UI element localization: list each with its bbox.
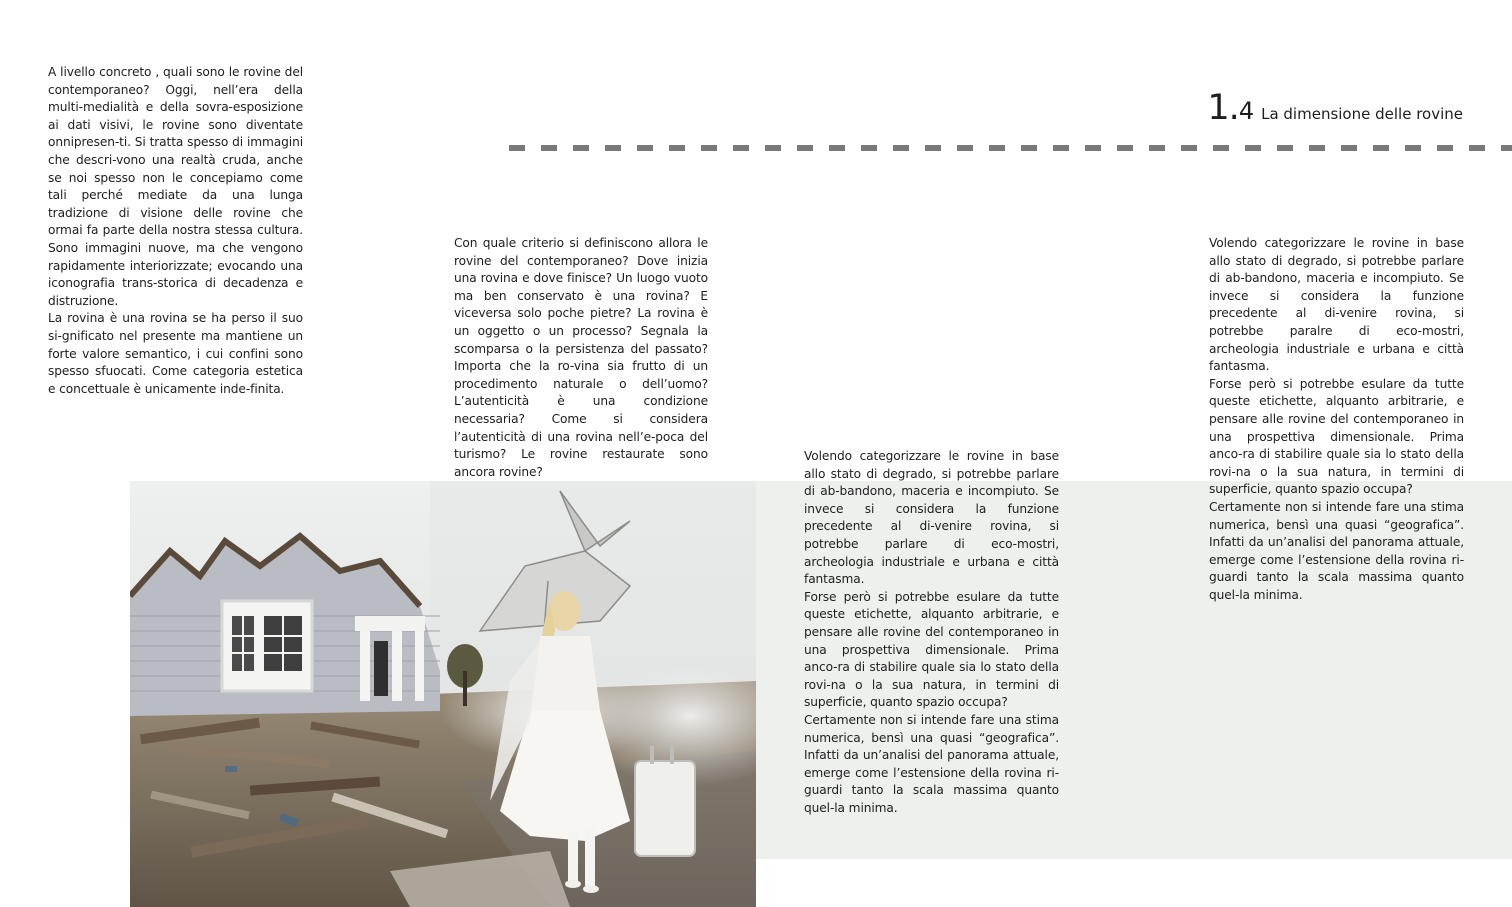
paragraph: Certamente non si intende fare una stima numerica, bensì una quasi “geografica”. Infatti da un’analisi del panorama attuale, emerge come l’estensione della rovina ri-guardi tanto la scala massima quanto quel-la minima. (804, 712, 1059, 815)
section-subnumber: 4 (1238, 97, 1255, 125)
paragraph: Forse però si potrebbe esulare da tutte queste etichette, alquanto arbitrarie, e pensare alle rovine del contemporaneo in una prospettiva dimensionale. Prima anco-ra di stabilire quale sia lo stato della rovi-na o la sua natura, in termini di superficie, quanto spazio occupa? (1209, 376, 1464, 497)
section-title: La dimensione delle rovine (1261, 105, 1463, 123)
section-heading (1207, 88, 1463, 134)
text-column-2 (454, 235, 708, 481)
dashed-divider (509, 145, 1512, 151)
paragraph: Forse però si potrebbe esulare da tutte queste etichette, alquanto arbitrarie, e pensare alle rovine del contemporaneo in una prospettiva dimensionale. Prima anco-ra di stabilire quale sia lo stato della rovi-na o la sua natura, in termini di superficie, quanto spazio occupa? (804, 589, 1059, 710)
paragraph: Con quale criterio si definiscono allora le rovine del contemporaneo? Dove inizia una rovina e dove finisce? Un luogo vuoto ma ben conservato è una rovina? E viceversa solo poche pietre? La rovina è un oggetto o un processo? Segnala la scomparsa o la persistenza del passato? Importa che la ro-vina sia frutto di un procedimento naturale o dell’uomo? L’autenticità è una condizione necessaria? Come si considera l’autenticità di una rovina nell’e-poca del turismo? Le rovine restaurate sono ancora rovine? (454, 236, 708, 479)
paragraph: Volendo categorizzare le rovine in base allo stato di degrado, si potrebbe parlare di ab-bandono, maceria e incompiuto. Se invece si considera la funzione precedente al di-venire rovina, si potrebbe parlare di eco-mostri, archeologia industriale e urbana e città fantasma. (804, 449, 1059, 587)
text-column-3 (804, 448, 1059, 817)
paragraph: Certamente non si intende fare una stima numerica, bensì una quasi “geografica”. Infatti da un’analisi del panorama attuale, emerge come l’estensione della rovina ri-guardi tanto la scala massima quanto quel-la minima. (1209, 499, 1464, 602)
photo-illustration (130, 481, 756, 907)
paragraph: Volendo categorizzare le rovine in base allo stato di degrado, si potrebbe parlare di ab-bandono, maceria e incompiuto. Se invece si considera la funzione precedente al di-venire rovina, si potrebbe paralre di eco-mostri, archeologia industriale e urbana e città fantasma. (1209, 236, 1464, 374)
text-column-1 (48, 64, 303, 398)
ruined-house-bride-photo (130, 481, 756, 907)
paragraph: La rovina è una rovina se ha perso il suo si-gnificato nel presente ma mantiene un forte valore semantico, i cui confini sono spesso sfuocati. Come categoria estetica e concettuale è unicamente inde-finita. (48, 311, 303, 396)
section-number: 1. (1207, 88, 1239, 128)
text-column-4 (1209, 235, 1464, 604)
paragraph: A livello concreto , quali sono le rovine del contemporaneo? Oggi, nell’era della multi-medialità e della sovra-esposizione ai dati visivi, le rovine sono diventate onnipresen-ti. Si tratta spesso di immagini che descri-vono una realtà cruda, anche se noi spesso non le concepiamo come tali perché mediate da una lunga tradizione di visione delle rovine che ormai fa parte della nostra stessa cultura. Sono immagini nuove, ma che vengono rapidamente interiorizzate; evocando una iconografia trans-storica di decadenza e distruzione. (48, 65, 303, 308)
